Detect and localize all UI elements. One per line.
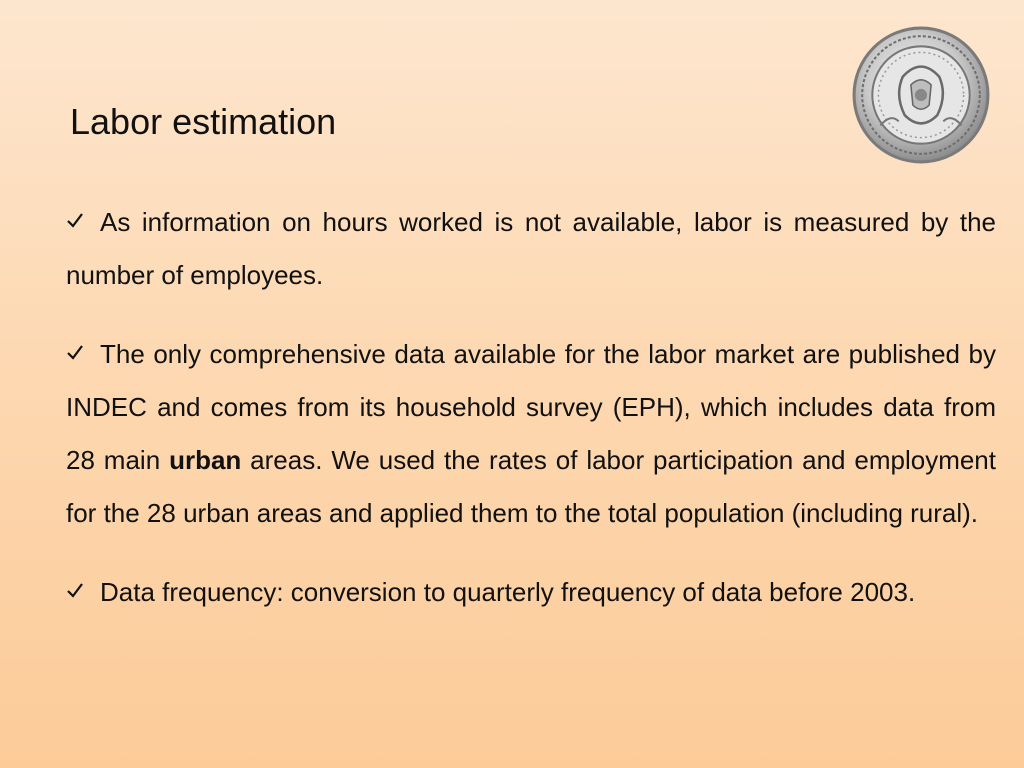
check-icon xyxy=(66,328,100,381)
bullet-text-end: areas. We used the rates of labor participation and employment for the 28 urban areas and applied them to the total population (including rural). xyxy=(66,445,996,528)
bullet-bold-word: urban xyxy=(169,445,242,475)
bullet-item xyxy=(66,196,996,302)
slide-title: Labor estimation xyxy=(70,101,337,142)
check-icon xyxy=(66,196,100,249)
check-icon xyxy=(66,566,100,619)
seal-icon xyxy=(850,24,992,166)
bullet-text-start: The only comprehensive data available for the labor market are published by INDEC and comes from its household survey (EPH), which includes data from 28 main xyxy=(66,339,996,475)
bullet-list xyxy=(66,196,996,645)
bullet-text: Data frequency: conversion to quarterly frequency of data before 2003. xyxy=(100,577,916,607)
bullet-item xyxy=(66,566,996,619)
bullet-text: As information on hours worked is not available, labor is measured by the number of employees. xyxy=(66,207,996,290)
bullet-item xyxy=(66,328,996,540)
